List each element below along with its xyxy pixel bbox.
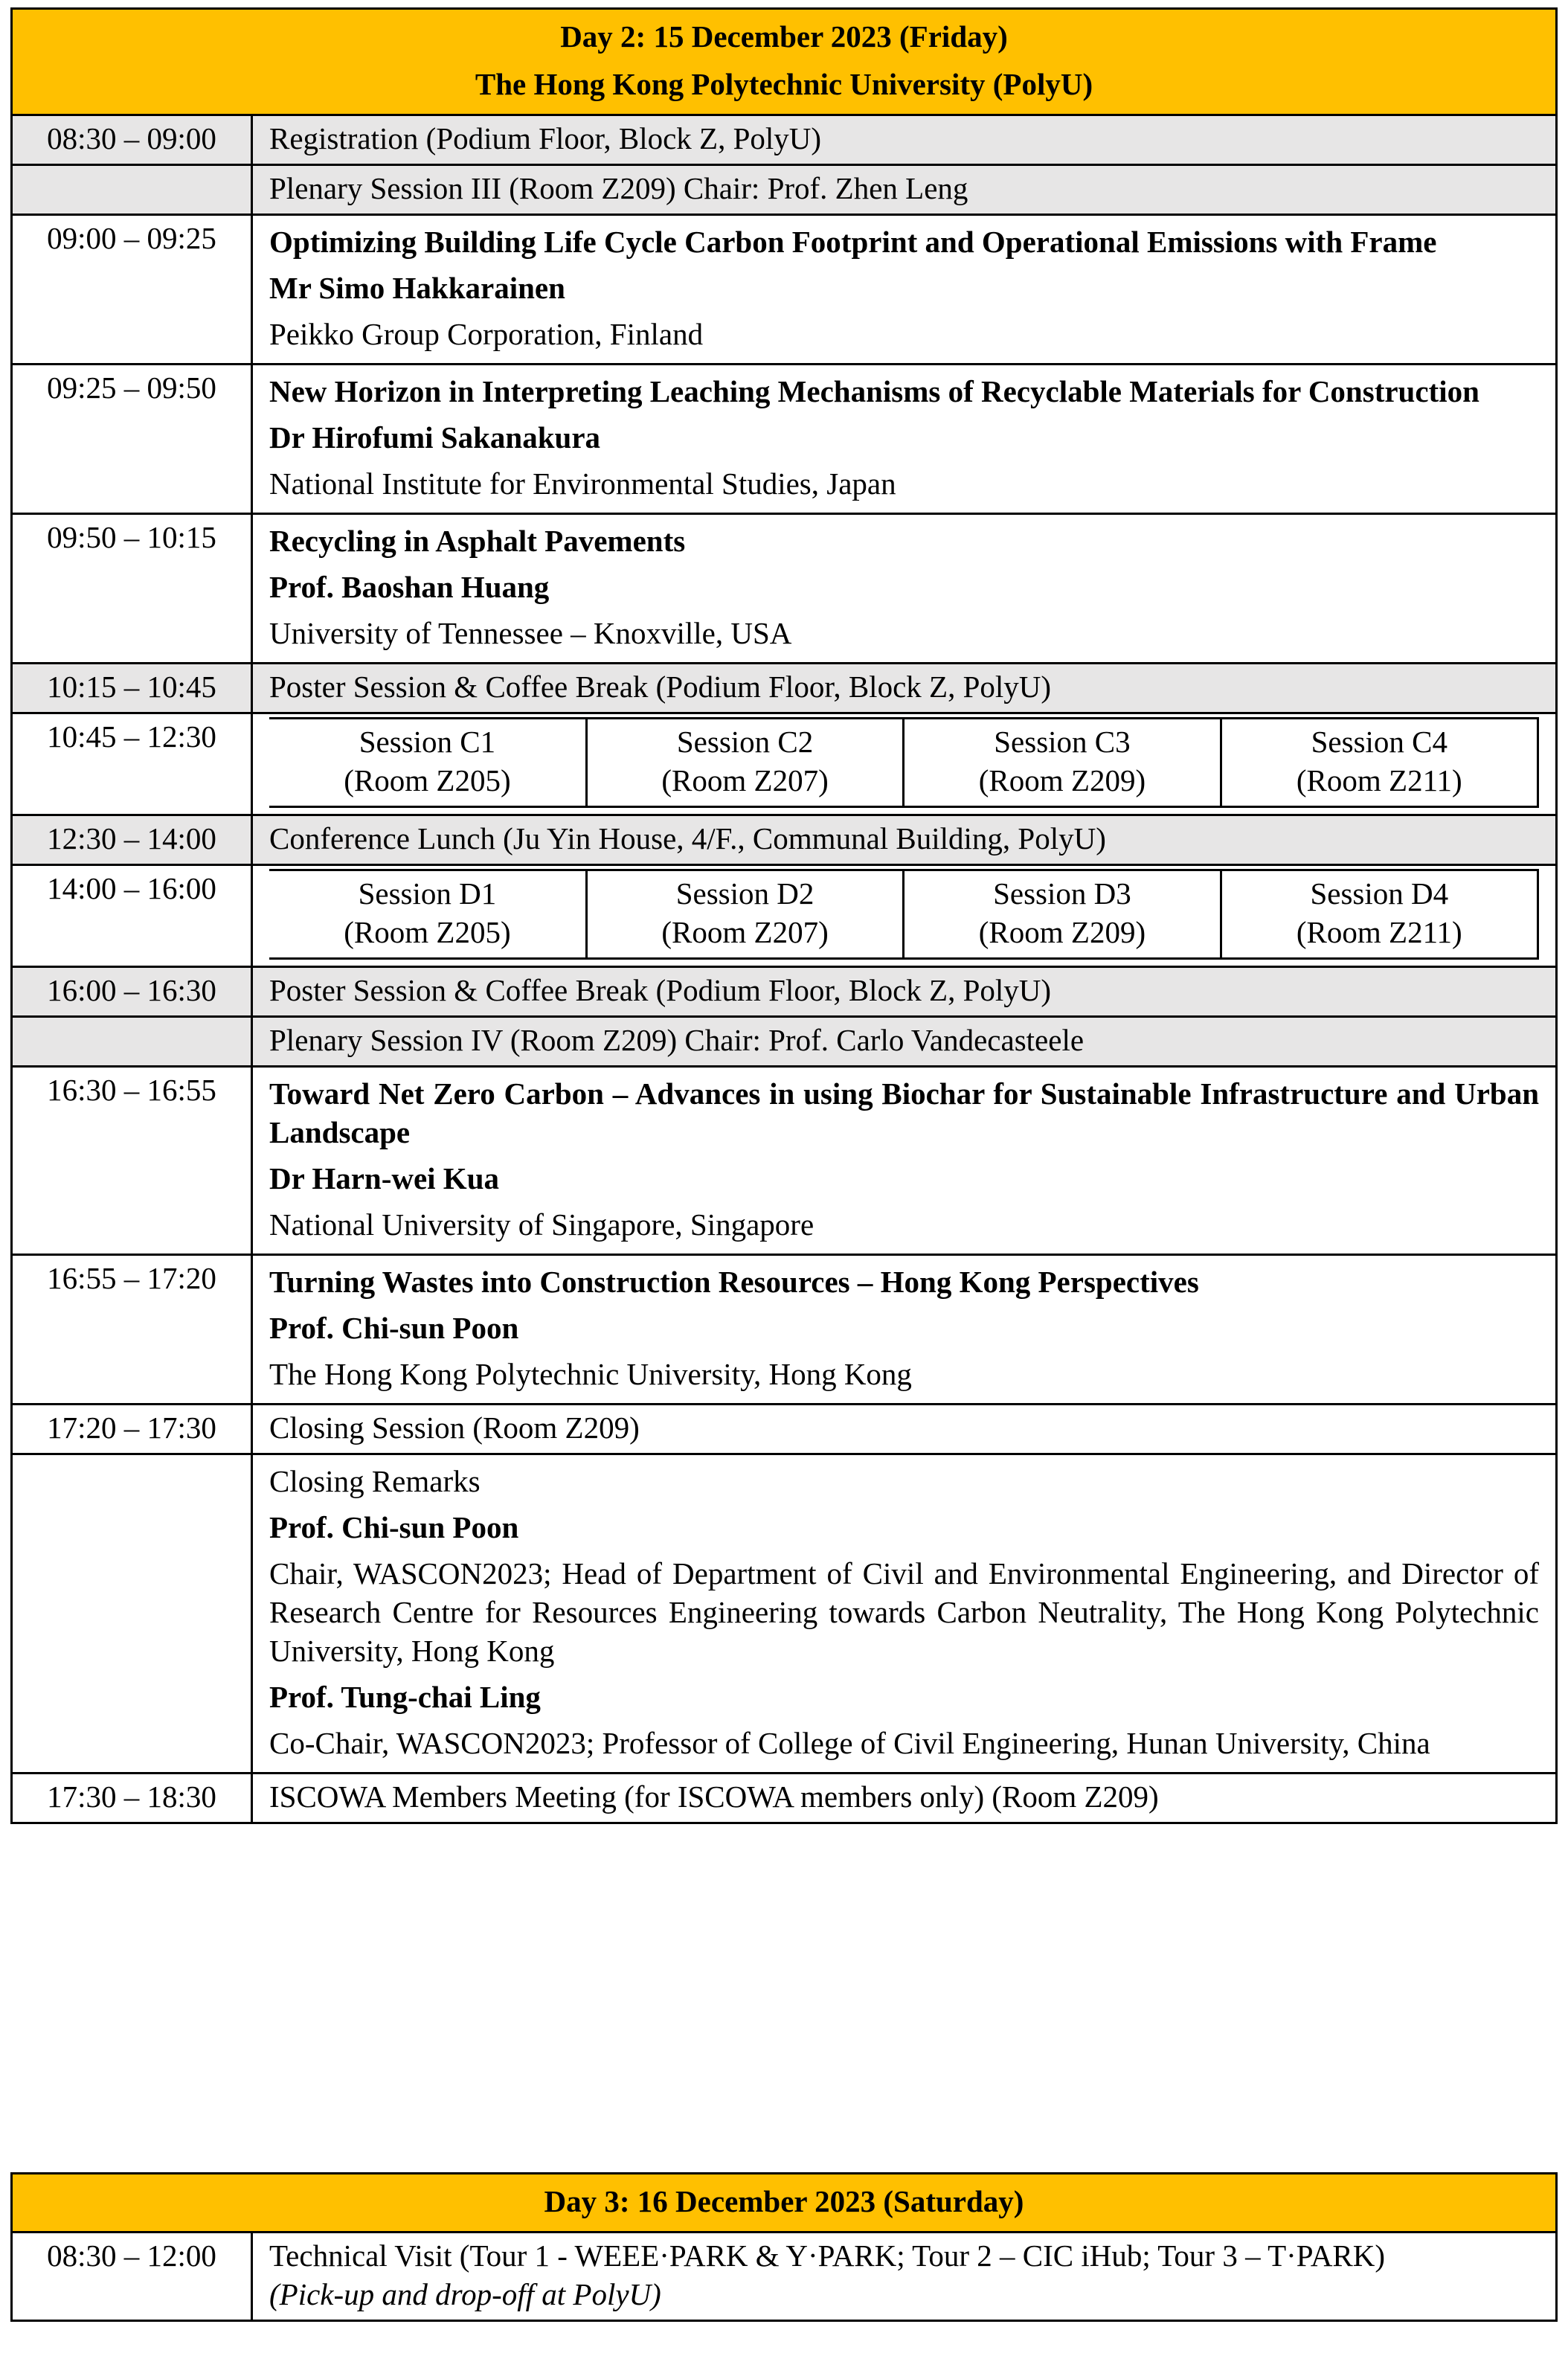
speaker-affiliation: Chair, WASCON2023; Head of Department of Civil and Environmental Engineering, and Director of Research Centre for Resources Engineering towards Carbon Neutrality, The Hong Kong Polytechnic University, Hong Kong bbox=[269, 1556, 1539, 1668]
time-cell-empty bbox=[12, 1454, 252, 1774]
talk-row bbox=[12, 215, 1557, 365]
coffee-break-text: Poster Session & Coffee Break (Podium Floor, Block Z, PolyU) bbox=[252, 664, 1557, 713]
speaker-name: Prof. Baoshan Huang bbox=[269, 570, 550, 604]
talk-row bbox=[12, 514, 1557, 664]
members-meeting-row bbox=[12, 1774, 1557, 1823]
speaker-affiliation: National Institute for Environmental Studies, Japan bbox=[269, 466, 896, 501]
talk-row bbox=[12, 1255, 1557, 1405]
sessions-d-grid bbox=[269, 869, 1539, 960]
session-d1: Session D1 (Room Z205) bbox=[269, 870, 586, 959]
time-cell: 10:15 – 10:45 bbox=[12, 664, 252, 713]
closing-session-text: Closing Session (Room Z209) bbox=[252, 1405, 1557, 1454]
time-cell: 08:30 – 12:00 bbox=[12, 2233, 252, 2321]
talk-title: Turning Wastes into Construction Resources – Hong Kong Perspectives bbox=[269, 1265, 1199, 1299]
speaker-name: Dr Hirofumi Sakanakura bbox=[269, 420, 601, 455]
time-cell: 09:00 – 09:25 bbox=[12, 215, 252, 365]
session-c4: Session C4 (Room Z211) bbox=[1221, 719, 1538, 807]
speaker-name: Dr Harn-wei Kua bbox=[269, 1161, 500, 1195]
talk-title: New Horizon in Interpreting Leaching Mechanisms of Recyclable Materials for Construction bbox=[269, 374, 1479, 408]
speaker-name: Mr Simo Hakkarainen bbox=[269, 271, 565, 305]
speaker-affiliation: The Hong Kong Polytechnic University, Hong Kong bbox=[269, 1357, 912, 1391]
day2-banner bbox=[12, 9, 1557, 115]
time-cell: 08:30 – 09:00 bbox=[12, 115, 252, 165]
talk-row bbox=[12, 1067, 1557, 1255]
speaker-affiliation: Co-Chair, WASCON2023; Professor of College of Civil Engineering, Hunan University, China bbox=[269, 1726, 1430, 1760]
technical-visit-text: Technical Visit (Tour 1 - WEEE·PARK & Y·PARK; Tour 2 – CIC iHub; Tour 3 – T·PARK) bbox=[269, 2238, 1386, 2273]
time-cell: 17:30 – 18:30 bbox=[12, 1774, 252, 1823]
registration-text: Registration (Podium Floor, Block Z, PolyU) bbox=[252, 115, 1557, 165]
session-c1: Session C1 (Room Z205) bbox=[269, 719, 586, 807]
day2-venue-heading: The Hong Kong Polytechnic University (PolyU) bbox=[475, 67, 1093, 101]
talk-title: Optimizing Building Life Cycle Carbon Footprint and Operational Emissions with Frame bbox=[269, 225, 1437, 259]
parallel-sessions-c-row bbox=[12, 713, 1557, 815]
time-cell: 10:45 – 12:30 bbox=[12, 713, 252, 815]
time-cell: 09:50 – 10:15 bbox=[12, 514, 252, 664]
sessions-c-grid bbox=[269, 717, 1539, 808]
plenary4-row bbox=[12, 1017, 1557, 1067]
time-cell-empty bbox=[12, 1017, 252, 1067]
lunch-text: Conference Lunch (Ju Yin House, 4/F., Communal Building, PolyU) bbox=[252, 815, 1557, 865]
time-cell: 16:55 – 17:20 bbox=[12, 1255, 252, 1405]
day3-date-heading: Day 3: 16 December 2023 (Saturday) bbox=[544, 2184, 1024, 2218]
registration-row bbox=[12, 115, 1557, 165]
technical-visit-note: (Pick-up and drop-off at PolyU) bbox=[269, 2277, 661, 2311]
time-cell-empty bbox=[12, 165, 252, 215]
speaker-name: Prof. Chi-sun Poon bbox=[269, 1510, 519, 1544]
day3-banner bbox=[12, 2174, 1557, 2233]
talk-title: Recycling in Asphalt Pavements bbox=[269, 524, 686, 558]
talk-title: Toward Net Zero Carbon – Advances in using Biochar for Sustainable Infrastructure and Urban Landscape bbox=[269, 1076, 1539, 1149]
time-cell: 17:20 – 17:30 bbox=[12, 1405, 252, 1454]
technical-visit-row bbox=[12, 2233, 1557, 2321]
time-cell: 12:30 – 14:00 bbox=[12, 815, 252, 865]
speaker-name: Prof. Tung-chai Ling bbox=[269, 1680, 541, 1714]
day2-schedule-table bbox=[10, 7, 1558, 1824]
session-d2: Session D2 (Room Z207) bbox=[586, 870, 903, 959]
time-cell: 16:00 – 16:30 bbox=[12, 967, 252, 1017]
coffee-break-row bbox=[12, 967, 1557, 1017]
plenary3-text: Plenary Session III (Room Z209) Chair: Prof. Zhen Leng bbox=[252, 165, 1557, 215]
closing-remarks-row bbox=[12, 1454, 1557, 1774]
coffee-break-row bbox=[12, 664, 1557, 713]
time-cell: 09:25 – 09:50 bbox=[12, 365, 252, 514]
time-cell: 14:00 – 16:00 bbox=[12, 865, 252, 967]
speaker-name: Prof. Chi-sun Poon bbox=[269, 1311, 519, 1345]
plenary4-text: Plenary Session IV (Room Z209) Chair: Prof. Carlo Vandecasteele bbox=[252, 1017, 1557, 1067]
speaker-affiliation: National University of Singapore, Singapore bbox=[269, 1207, 814, 1242]
session-d4: Session D4 (Room Z211) bbox=[1221, 870, 1538, 959]
session-c3: Session C3 (Room Z209) bbox=[904, 719, 1221, 807]
speaker-affiliation: University of Tennessee – Knoxville, USA bbox=[269, 616, 792, 650]
session-c2: Session C2 (Room Z207) bbox=[586, 719, 903, 807]
closing-header-row bbox=[12, 1405, 1557, 1454]
lunch-row bbox=[12, 815, 1557, 865]
day3-schedule-table bbox=[10, 2172, 1558, 2322]
session-d3: Session D3 (Room Z209) bbox=[904, 870, 1221, 959]
day2-date-heading: Day 2: 15 December 2023 (Friday) bbox=[560, 19, 1008, 54]
plenary3-row bbox=[12, 165, 1557, 215]
coffee-break-text: Poster Session & Coffee Break (Podium Floor, Block Z, PolyU) bbox=[252, 967, 1557, 1017]
talk-row bbox=[12, 365, 1557, 514]
members-meeting-text: ISCOWA Members Meeting (for ISCOWA members only) (Room Z209) bbox=[252, 1774, 1557, 1823]
closing-remarks-label: Closing Remarks bbox=[269, 1464, 481, 1498]
parallel-sessions-d-row bbox=[12, 865, 1557, 967]
time-cell: 16:30 – 16:55 bbox=[12, 1067, 252, 1255]
speaker-affiliation: Peikko Group Corporation, Finland bbox=[269, 317, 704, 351]
